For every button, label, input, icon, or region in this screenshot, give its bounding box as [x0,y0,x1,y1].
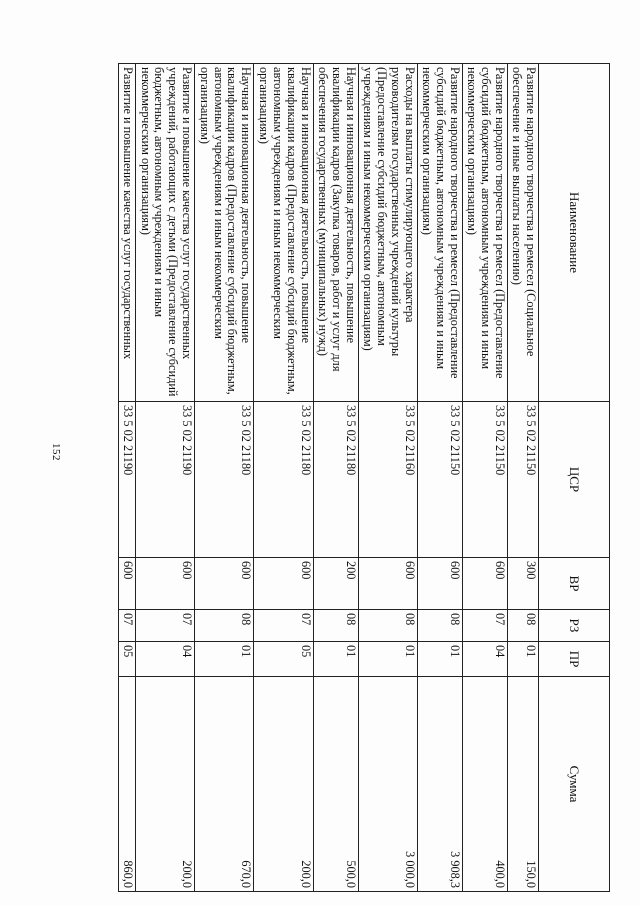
table-row [119,64,136,892]
header-pr: ПР [539,642,610,677]
cell-rz: 07 [119,610,136,642]
cell-name: Научная и инновационная деятельность, повышение квалификации кадров (Предоставление субсидий бюджетным, автономным учреждениям и иным некоммерческим организациям) [254,64,313,402]
cell-pr: 01 [313,642,358,677]
table-row [313,64,358,892]
budget-table [118,63,610,892]
cell-vr: 600 [195,558,254,610]
cell-pr: 04 [136,642,195,677]
cell-pr: 01 [417,642,462,677]
cell-rz: 07 [136,610,195,642]
cell-pr: 05 [119,642,136,677]
rotated-table-container [118,63,610,891]
cell-vr: 600 [136,558,195,610]
cell-vr: 200 [313,558,358,610]
header-rz: РЗ [539,610,610,642]
cell-pr: 01 [358,642,417,677]
header-name: Наименование [539,64,610,402]
cell-sum: 3 908,3 [417,677,462,892]
cell-csr: 33 5 02 21180 [313,402,358,558]
cell-sum: 500,0 [313,677,358,892]
cell-pr: 01 [195,642,254,677]
cell-name: Научная и инновационная деятельность, повышение квалификации кадров (Предоставление субсидий бюджетным, автономным учреждениям и иным некоммерческим организациям) [195,64,254,402]
table-header [539,64,610,892]
table-row [195,64,254,892]
cell-csr: 33 5 02 21190 [136,402,195,558]
table-body [119,64,539,892]
cell-sum: 400,0 [462,677,507,892]
cell-csr: 33 5 02 21190 [119,402,136,558]
cell-rz: 07 [462,610,507,642]
cell-rz: 08 [195,610,254,642]
cell-pr: 05 [254,642,313,677]
cell-sum: 860,0 [119,677,136,892]
cell-pr: 01 [507,642,538,677]
cell-vr: 300 [507,558,538,610]
header-csr: ЦСР [539,402,610,558]
cell-vr: 600 [462,558,507,610]
cell-name: Развитие народного творчества и ремесел (Предоставление субсидий бюджетным, автономным учреждениям и иным некоммерческим организациям) [417,64,462,402]
page-number: 152 [50,443,62,461]
header-row [539,64,610,892]
cell-rz: 08 [358,610,417,642]
cell-csr: 33 5 02 21150 [462,402,507,558]
cell-name: Развитие народного творчества и ремесел (Предоставление субсидий бюджетным, автономным учреждениям и иным некоммерческим организациям) [462,64,507,402]
table-row [254,64,313,892]
cell-sum: 200,0 [254,677,313,892]
cell-csr: 33 5 02 21150 [507,402,538,558]
cell-csr: 33 5 02 21150 [417,402,462,558]
header-vr: ВР [539,558,610,610]
table-row [417,64,462,892]
cell-name: Развитие народного творчества и ремесел (Социальное обеспечение и иные выплаты населению) [507,64,538,402]
table-row [136,64,195,892]
cell-sum: 670,0 [195,677,254,892]
cell-rz: 08 [507,610,538,642]
cell-rz: 08 [313,610,358,642]
cell-rz: 07 [254,610,313,642]
table-row [507,64,538,892]
cell-csr: 33 5 02 21160 [358,402,417,558]
cell-sum: 150,0 [507,677,538,892]
cell-name: Научная и инновационная деятельность, повышение квалификации кадров (Закупка товаров, работ и услуг для обеспечения государственных (муниципальных) нужд) [313,64,358,402]
header-sum: Сумма [539,677,610,892]
table-row [358,64,417,892]
table-row [462,64,507,892]
cell-rz: 08 [417,610,462,642]
cell-csr: 33 5 02 21180 [254,402,313,558]
cell-csr: 33 5 02 21180 [195,402,254,558]
cell-name: Развитие и повышение качества услуг государственных [119,64,136,402]
cell-name: Расходы на выплаты стимулирующего характера руководителям государственных учреждений культуры (Предоставление субсидий бюджетным, автономным учреждениям и иным некоммерческим организациям) [358,64,417,402]
cell-pr: 04 [462,642,507,677]
cell-name: Развитие и повышение качества услуг государственных учреждений, работающих с детьми (Предоставление субсидий бюджетным, автономным учреждениям и иным некоммерческим организациям) [136,64,195,402]
cell-sum: 200,0 [136,677,195,892]
cell-vr: 600 [119,558,136,610]
cell-vr: 600 [254,558,313,610]
cell-sum: 3 000,0 [358,677,417,892]
cell-vr: 600 [358,558,417,610]
cell-vr: 600 [417,558,462,610]
